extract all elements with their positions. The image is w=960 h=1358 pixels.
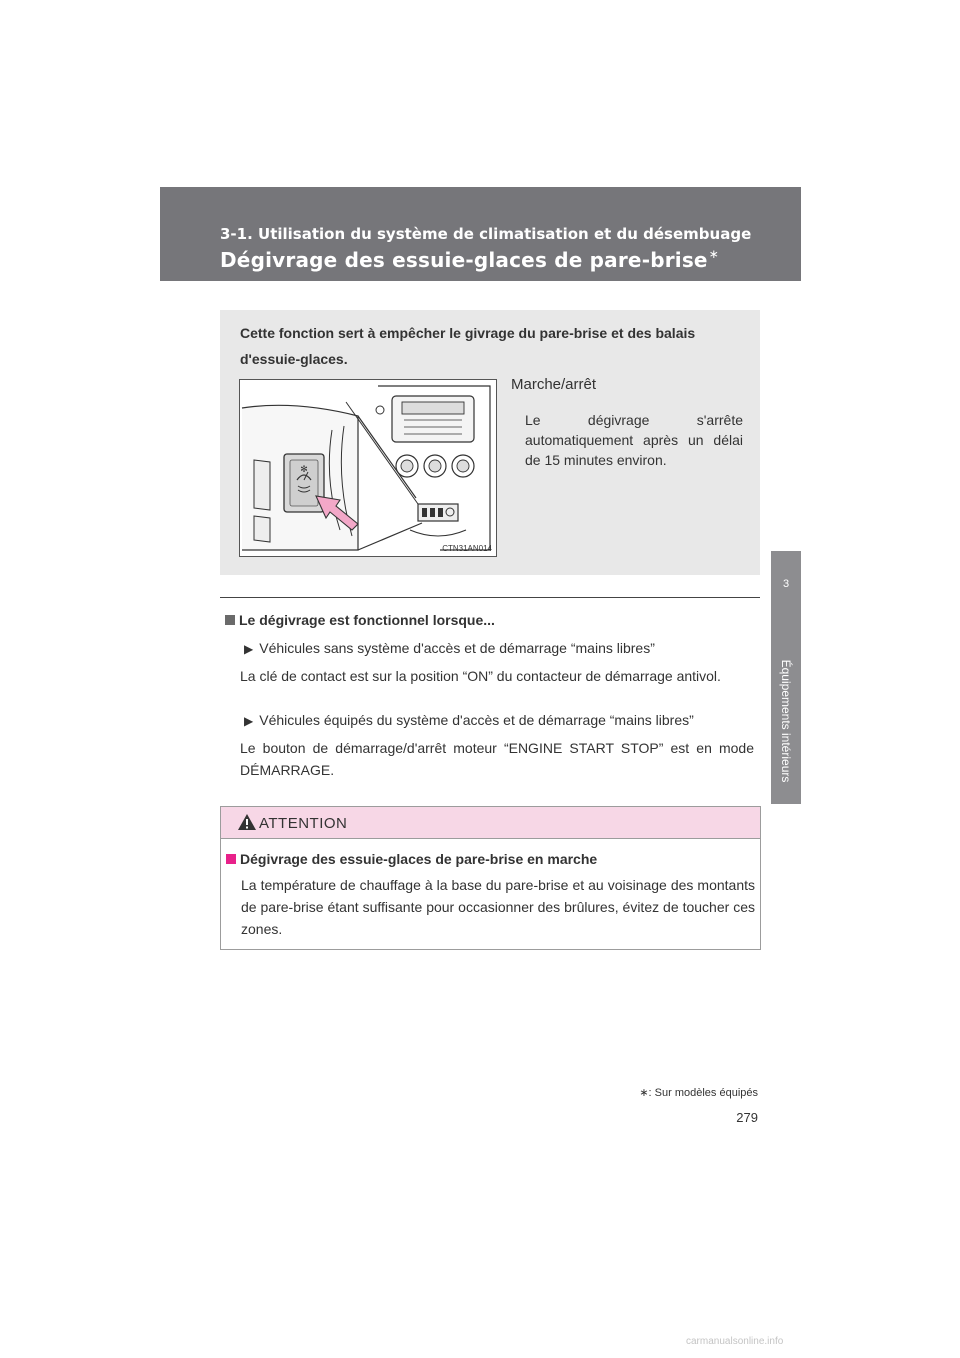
square-bullet-icon [225, 615, 235, 625]
condition-item [244, 712, 694, 728]
intro-box [220, 310, 760, 575]
section-label: 3-1. Utilisation du système de climatisation et du désembuage [220, 225, 752, 243]
watermark[interactable]: carmanualsonline.info [686, 1336, 784, 1347]
warning-body: La température de chauffage à la base du pare-brise et au voisinage des montants de pare-brise étant suffisante pour occasionner des brûlures, évitez de toucher ces zones. [241, 877, 755, 937]
note-heading-text: Le dégivrage est fonctionnel lorsque... [239, 612, 495, 628]
triangle-arrow-icon: ▶ [244, 642, 254, 656]
chapter-tab[interactable] [771, 551, 801, 804]
note-heading [225, 612, 495, 628]
warning-heading [226, 851, 597, 867]
image-code: CTN31AN014 [442, 544, 492, 553]
callout-title: Marche/arrêt [511, 376, 597, 393]
page-number: 279 [736, 1110, 758, 1125]
dashboard-drawing [240, 380, 496, 556]
footnote-text: : Sur modèles équipés [648, 1087, 758, 1099]
warning-box [220, 806, 761, 950]
chapter-number: 3 [782, 578, 790, 590]
page-title-text: Dégivrage des essuie-glaces de pare-brise [220, 248, 708, 272]
footnote [560, 1086, 758, 1099]
page-title [220, 247, 719, 272]
warning-title: ATTENTION [259, 815, 348, 832]
dashboard-illustration [239, 379, 497, 557]
section-divider [220, 597, 760, 598]
warning-triangle-icon [238, 814, 256, 830]
triangle-arrow-icon: ▶ [244, 714, 254, 728]
header-band [160, 187, 801, 281]
intro-text: Cette fonction sert à empêcher le givrage du pare-brise et des balais d'essuie-glaces. [240, 325, 696, 367]
condition-detail: La clé de contact est sur la position “ON” du contacteur de démarrage antivol. [240, 668, 721, 684]
warning-header [221, 807, 760, 839]
title-asterisk: ∗ [708, 247, 719, 261]
condition-item [244, 640, 655, 656]
chapter-label: Équipements intérieurs [779, 659, 793, 783]
callout-description: Le dégivrage s'arrête automatiquement après un délai de 15 minutes environ. [525, 412, 743, 468]
footnote-asterisk: ∗ [639, 1087, 649, 1099]
svg-text:✻: ✻ [300, 465, 308, 475]
condition-text: Véhicules équipés du système d'accès et de démarrage “mains libres” [259, 712, 694, 728]
condition-text: Véhicules sans système d'accès et de démarrage “mains libres” [259, 640, 655, 656]
warning-heading-text: Dégivrage des essuie-glaces de pare-brise en marche [240, 851, 598, 867]
condition-detail: Le bouton de démarrage/d'arrêt moteur “ENGINE START STOP” est en mode DÉMARRAGE. [240, 740, 754, 778]
square-bullet-icon [226, 854, 236, 864]
